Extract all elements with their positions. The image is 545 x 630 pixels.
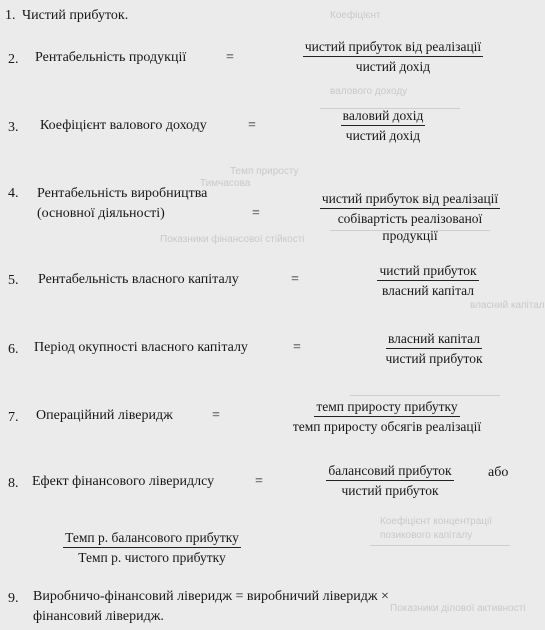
- equals-sign: =: [255, 474, 263, 489]
- item-number: 6.: [8, 342, 19, 357]
- item-label: Рентабельність виробництва: [37, 186, 208, 201]
- fraction-numerator: балансовий прибуток: [326, 463, 453, 481]
- fraction-denominator: Темп р. чистого прибутку: [78, 550, 226, 565]
- equals-sign: =: [226, 50, 234, 65]
- item-label: Рентабельність власного капіталу: [38, 272, 239, 287]
- equals-sign: =: [212, 408, 220, 423]
- item-label: Коефіцієнт валового доходу: [40, 118, 207, 133]
- fraction-denominator: чистий прибуток: [385, 351, 483, 366]
- item-number: 5.: [8, 273, 19, 288]
- fraction-numerator: чистий прибуток: [377, 263, 478, 281]
- bleed-through-line: [370, 545, 510, 546]
- item-label: Період окупності власного капіталу: [34, 340, 248, 355]
- bleed-through-text: Показники ділової активності: [390, 603, 526, 614]
- fraction-numerator: чистий прибуток від реалізації: [303, 39, 483, 57]
- fraction-denominator: темп приросту обсягів реалізації: [292, 419, 482, 434]
- item-label: Операційний ліверидж: [36, 408, 173, 423]
- formula-fraction: [294, 191, 526, 244]
- item-label: Ефект фінансового ліверидлсу: [32, 474, 215, 489]
- fraction-denominator: собівартість реалізованої: [337, 211, 483, 226]
- bleed-through-text: Темп приросту: [230, 166, 299, 177]
- item-number: 4.: [8, 186, 19, 201]
- formula-fraction: [360, 263, 496, 299]
- fraction-denominator: чистий дохід: [355, 59, 431, 74]
- formula-fraction: [327, 108, 439, 144]
- formula-fraction: [279, 39, 507, 75]
- formula-fraction: [370, 331, 498, 367]
- formula-fraction: [264, 399, 510, 435]
- item-number: 2.: [8, 52, 19, 67]
- bleed-through-text: позикового капіталу: [380, 530, 473, 541]
- bleed-through-text: Коефіцієнт концентрації: [380, 516, 493, 527]
- fraction-denominator: власний капітал: [381, 283, 475, 298]
- equals-sign: =: [293, 340, 301, 355]
- fraction-denominator: чистий прибуток: [341, 483, 439, 498]
- fraction-numerator: валовий дохід: [341, 108, 426, 126]
- item-number: 3.: [8, 120, 19, 135]
- fraction-numerator: темп приросту прибутку: [314, 399, 459, 417]
- item-number: 8.: [8, 476, 19, 491]
- equals-sign: =: [248, 118, 256, 133]
- item-label: Рентабельність продукції: [35, 50, 187, 65]
- item-number: 9.: [8, 591, 19, 606]
- bleed-through-text: валового доходу: [330, 86, 408, 97]
- fraction-numerator: чистий прибуток від реалізації: [320, 191, 500, 209]
- bleed-through-text: Тимчасова: [200, 178, 251, 189]
- fraction-numerator: Темп р. балансового прибутку: [63, 530, 241, 548]
- or-connector: або: [488, 465, 509, 480]
- fraction-numerator: власний капітал: [386, 331, 482, 349]
- bleed-through-line: [350, 395, 500, 396]
- formula-fraction: [302, 463, 478, 499]
- equals-sign: =: [252, 206, 260, 221]
- formula-fraction: [27, 530, 277, 566]
- item-text: фінансовий ліверидж.: [33, 609, 164, 624]
- bleed-through-text: Коефіцієнт: [330, 10, 381, 21]
- fraction-denominator: чистий дохід: [345, 128, 421, 143]
- bleed-through-text: власний капітал: [470, 300, 545, 311]
- bleed-through-text: Показники фінансової стійкості: [160, 234, 305, 245]
- item-label: (основної діяльності): [37, 206, 165, 221]
- item-number: 1.: [5, 8, 16, 23]
- equals-sign: =: [291, 272, 299, 287]
- item-label: Чистий прибуток.: [22, 8, 129, 23]
- item-number: 7.: [8, 410, 19, 425]
- fraction-denominator: продукції: [382, 228, 438, 243]
- item-text: Виробничо-фінансовий ліверидж = виробничий ліверидж ×: [33, 589, 389, 604]
